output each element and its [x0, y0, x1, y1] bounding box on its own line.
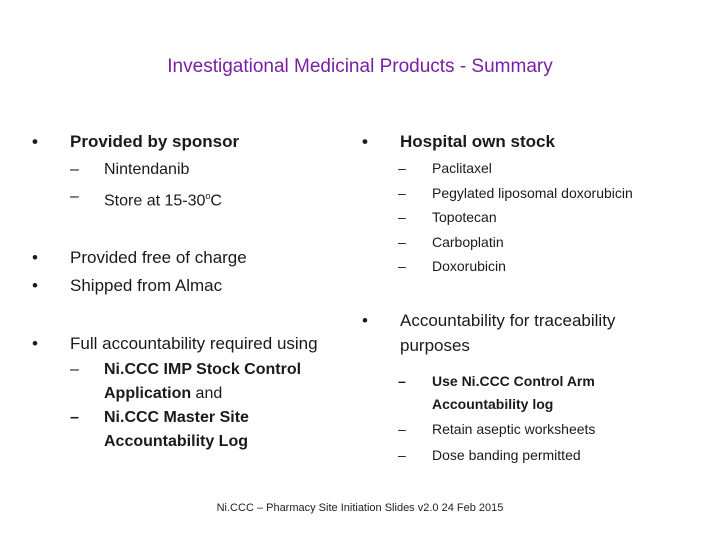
left-column — [32, 128, 352, 214]
drug-item: – Carboplatin — [398, 230, 702, 255]
sub-store-temp — [70, 183, 352, 214]
left-column-accountability — [32, 330, 352, 454]
footer-text: Ni.CCC – Pharmacy Site Initiation Slides v2.0 24 Feb 2015 — [216, 502, 504, 514]
drug-item: – Paclitaxel — [398, 156, 702, 181]
left-column-charge — [32, 244, 352, 300]
drug-item: – Pegylated liposomal doxorubicin — [398, 181, 702, 206]
sub-stock-control — [70, 358, 352, 406]
store-temp-text: Store at 15-30 — [104, 192, 206, 210]
degree-unit: C — [210, 192, 222, 210]
bullet-free-of-charge: • Provided free of charge — [32, 244, 352, 272]
sub-aseptic-worksheets: – Retain aseptic worksheets — [398, 416, 662, 442]
right-column — [362, 128, 702, 279]
drug-item: – Topotecan — [398, 205, 702, 230]
sub-nintendanib: – Nintendanib — [70, 156, 352, 183]
drug-item: – Doxorubicin — [398, 254, 702, 279]
stock-control-name: Ni.CCC IMP Stock Control Application — [104, 361, 302, 402]
degree-symbol: o — [205, 191, 211, 201]
bullet-shipped-from: • Shipped from Almac — [32, 272, 352, 300]
bullet-full-accountability: • Full accountability required using — [32, 330, 352, 358]
stock-control-tail: and — [191, 385, 223, 402]
bullet-traceability: • Accountability for traceability purposes — [362, 308, 662, 358]
bullet-provided-by-sponsor: • Provided by sponsor — [32, 128, 352, 156]
bullet-hospital-own-stock: • Hospital own stock — [362, 128, 702, 156]
right-column-traceability — [362, 308, 662, 468]
sub-control-arm-log: – Use Ni.CCC Control Arm Accountability log — [398, 370, 662, 416]
sub-master-site-log: – Ni.CCC Master Site Accountability Log — [70, 406, 352, 454]
sub-dose-banding: – Dose banding permitted — [398, 442, 662, 468]
slide-title: Investigational Medicinal Products - Summary — [167, 56, 553, 77]
